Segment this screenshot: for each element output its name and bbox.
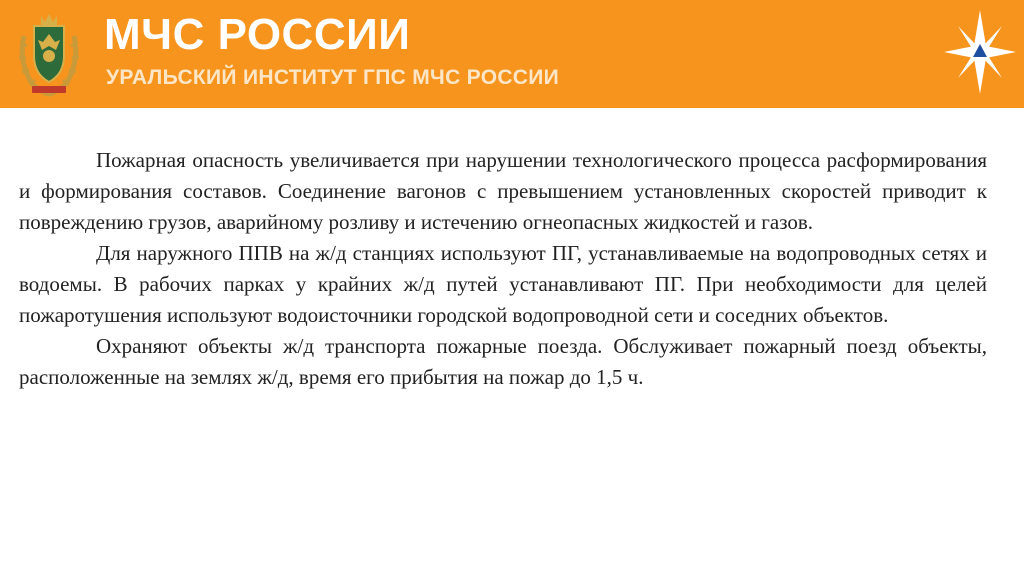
paragraph-1: Пожарная опасность увеличивается при нарушении технологического процесса расформирования и формирования составов. Соединение вагонов с превышением установленных скоростей приводит к повреждению грузов, аварийному розливу и истечению огнеопасных жидкостей и газов. bbox=[19, 148, 987, 234]
paragraph-3: Охраняют объекты ж/д транспорта пожарные поезда. Обслуживает пожарный поезд объекты, расположенные на землях ж/д, время его прибытия на пожар до 1,5 ч. bbox=[19, 334, 987, 389]
header-banner bbox=[0, 0, 1024, 108]
slide-body bbox=[19, 145, 987, 393]
paragraph-2: Для наружного ППВ на ж/д станциях используют ПГ, устанавливаемые на водопроводных сетях и водоемы. В рабочих парках у крайних ж/д путей устанавливают ПГ. При необходимости для целей пожаротушения используют водоисточники городской водопроводной сети и соседних объектов. bbox=[19, 241, 987, 327]
emercom-star-icon bbox=[942, 6, 1018, 100]
page-title: МЧС РОССИИ bbox=[104, 10, 411, 59]
emblem-icon bbox=[14, 6, 84, 98]
page-subtitle: УРАЛЬСКИЙ ИНСТИТУТ ГПС МЧС РОССИИ bbox=[106, 66, 560, 89]
